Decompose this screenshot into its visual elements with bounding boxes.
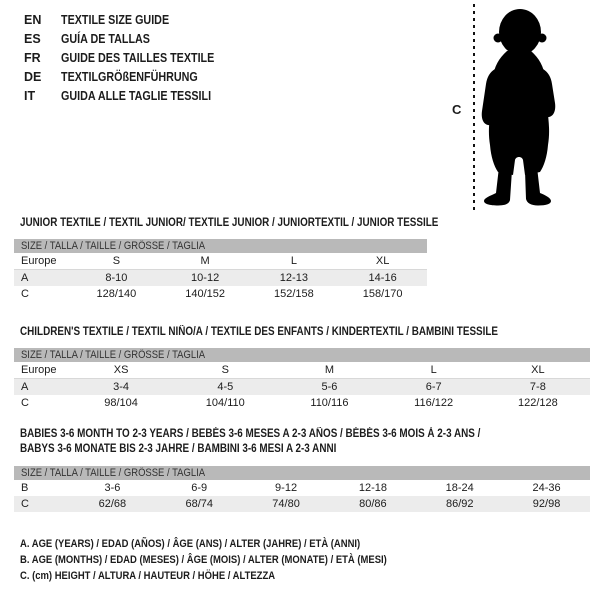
language-row-de: [24, 68, 239, 87]
column-header: XL: [486, 362, 590, 379]
column-header: L: [382, 362, 486, 379]
cell: 110/116: [310, 397, 349, 409]
row-label: A: [21, 381, 29, 393]
language-code: DE: [24, 70, 42, 84]
language-label: TEXTILE SIZE GUIDE: [61, 13, 170, 27]
language-label: GUIDA ALLE TAGLIE TESSILI: [61, 89, 212, 103]
cell: 6-9: [191, 482, 208, 494]
row-label: B: [21, 482, 29, 494]
babies-table-title-line1: BABIES 3-6 MONTH TO 2-3 YEARS / BEBÉS 3-6 MESES A 2-3 AÑOS / BÉBÉS 3-6 MOIS À 2-3 ANS /: [20, 428, 481, 440]
babies-table-title-line2: BABYS 3-6 MONATE BIS 2-3 JAHRE / BAMBINI 3-6 MESI A 2-3 ANNI: [20, 443, 337, 455]
cell: 24-36: [532, 482, 561, 494]
cell: 8-10: [105, 272, 128, 284]
row-label: C: [21, 288, 29, 300]
junior-table: [14, 239, 427, 302]
size-header-bar: [14, 239, 427, 253]
cell: 3-4: [113, 381, 130, 393]
size-header-text: SIZE / TALLA / TAILLE / GRÖSSE / TAGLIA: [21, 240, 206, 252]
row-label: C: [21, 397, 29, 409]
cell: 92/98: [532, 498, 561, 510]
cell: 14-16: [368, 272, 397, 284]
language-row-fr: [24, 49, 239, 68]
legend-line-a: [20, 536, 447, 552]
height-dotted-line: [473, 4, 475, 212]
cell: 74/80: [272, 498, 300, 510]
column-header: Europe: [14, 362, 69, 379]
junior-table-title-text: JUNIOR TEXTILE / TEXTIL JUNIOR/ TEXTILE JUNIOR / JUNIORTEXTIL / JUNIOR TESSILE: [20, 217, 439, 229]
cell: 12-18: [358, 482, 387, 494]
cell: 62/68: [98, 498, 127, 510]
table-row-c: [14, 395, 590, 411]
cell: 12-13: [279, 272, 308, 284]
size-header-text: SIZE / TALLA / TAILLE / GRÖSSE / TAGLIA: [21, 467, 206, 479]
size-header-text: SIZE / TALLA / TAILLE / GRÖSSE / TAGLIA: [21, 349, 206, 361]
table-row-a: [14, 270, 427, 287]
language-label: TEXTILGRÖßENFÜHRUNG: [61, 70, 198, 84]
cell: 86/92: [445, 498, 474, 510]
cell: 9-12: [275, 482, 298, 494]
column-header: L: [250, 253, 339, 270]
size-header-bar: [14, 466, 590, 480]
junior-columns-row: [14, 253, 427, 270]
row-label: A: [21, 272, 29, 284]
legend-line-b-text: B. AGE (MONTHS) / EDAD (MESES) / ÂGE (MOIS) / ALTER (MONATE) / ETÀ (MESI): [20, 554, 387, 566]
table-row-b: [14, 480, 590, 496]
babies-table-title: [20, 427, 555, 457]
cell: 116/122: [414, 397, 454, 409]
table-row-c: [14, 496, 590, 512]
cell: 68/74: [185, 498, 213, 510]
cell: 128/140: [96, 288, 137, 300]
cell: 158/170: [362, 288, 403, 300]
column-header: M: [161, 253, 250, 270]
legend-line-c-text: C. (cm) HEIGHT / ALTURA / HAUTEUR / HÖHE / ALTEZZA: [20, 570, 276, 582]
language-list: [24, 11, 239, 106]
language-row-es: [24, 30, 239, 49]
cell: 3-6: [104, 482, 121, 494]
language-code: EN: [24, 13, 42, 27]
cell: 18-24: [445, 482, 474, 494]
column-header: S: [173, 362, 277, 379]
row-label: C: [21, 498, 29, 510]
cell: 6-7: [425, 381, 442, 393]
cell: 152/158: [273, 288, 314, 300]
children-table-title-text: CHILDREN'S TEXTILE / TEXTIL NIÑO/A / TEXTILE DES ENFANTS / KINDERTEXTIL / BAMBINI TESSILE: [20, 326, 499, 338]
cell: 98/104: [104, 397, 138, 409]
toddler-silhouette-icon: [479, 7, 569, 207]
column-header: XS: [69, 362, 173, 379]
legend-line-b: [20, 552, 447, 568]
language-code: IT: [24, 89, 36, 103]
cell: 7-8: [529, 381, 546, 393]
legend-line-a-text: A. AGE (YEARS) / EDAD (AÑOS) / ÂGE (ANS) / ALTER (JAHRE) / ETÀ (ANNI): [20, 538, 361, 550]
cell: 5-6: [321, 381, 338, 393]
height-c-label: C: [452, 102, 462, 117]
column-header: XL: [338, 253, 427, 270]
cell: 140/152: [185, 288, 225, 300]
junior-table-title: [20, 216, 506, 231]
children-table: [14, 348, 590, 411]
babies-size-table: [14, 480, 590, 512]
cell: 4-5: [217, 381, 234, 393]
column-header: M: [277, 362, 381, 379]
children-columns-row: [14, 362, 590, 379]
language-row-it: [24, 87, 239, 106]
legend: [20, 536, 447, 584]
junior-size-table: [14, 253, 427, 302]
size-header-bar: [14, 348, 590, 362]
language-label: GUÍA DE TALLAS: [61, 32, 150, 46]
legend-line-c: [20, 568, 447, 584]
cell: 104/110: [205, 397, 245, 409]
cell: 10-12: [191, 272, 220, 284]
cell: 122/128: [517, 397, 558, 409]
table-row-a: [14, 379, 590, 396]
language-row-en: [24, 11, 239, 30]
children-table-title: [20, 325, 576, 340]
language-code: FR: [24, 51, 41, 65]
table-row-c: [14, 286, 427, 302]
language-label: GUIDE DES TAILLES TEXTILE: [61, 51, 215, 65]
column-header: S: [72, 253, 161, 270]
babies-table: [14, 466, 590, 512]
column-header: Europe: [14, 253, 72, 270]
cell: 80/86: [359, 498, 387, 510]
children-size-table: [14, 362, 590, 411]
language-code: ES: [24, 32, 41, 46]
